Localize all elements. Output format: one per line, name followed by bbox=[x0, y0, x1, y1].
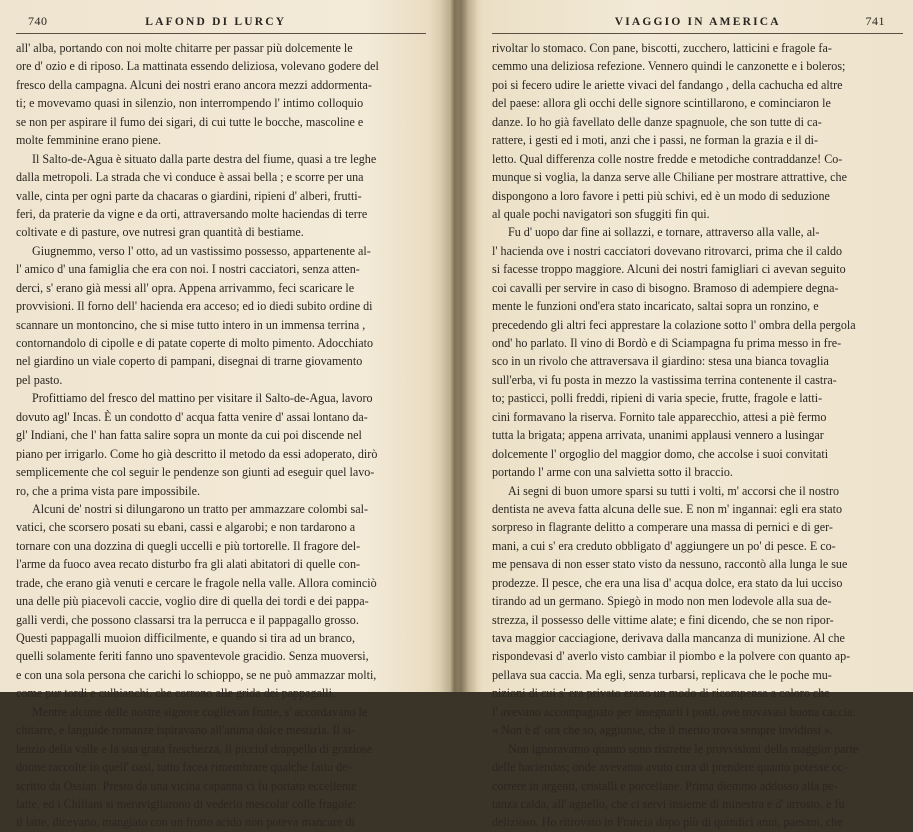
text-line: prodezze. Il pesce, che era una lisa d' acqua dolce, era stato da lui ucciso bbox=[492, 575, 843, 590]
text-line: valle, cinta per ogni parte da chacaras o giardini, ripieni d' alberi, frutti- bbox=[16, 188, 362, 203]
right-page-number: 741 bbox=[865, 14, 885, 28]
text-line: Giugnemmo, verso l' otto, ad un vastissimo possesso, appartenente al- bbox=[32, 243, 371, 258]
text-line: pel pasto. bbox=[16, 372, 63, 387]
text-line: cemmo una deliziosa refezione. Vennero quindi le canzonette e i boleros; bbox=[492, 59, 846, 74]
text-line: dentista ne aveva fatta alcuna delle sue. E non m' ingannai: egli era stato bbox=[492, 501, 843, 516]
text-line: chitarre, e languide romanze ispiravano all'anima dolce mestizia. Il si- bbox=[16, 723, 355, 738]
text-line: ti; e movevamo quasi in silenzio, non interrompendo l' intimo colloquio bbox=[16, 96, 364, 111]
text-line: rivoltar lo stomaco. Con pane, biscotti, zucchero, latticini e fragole fa- bbox=[492, 41, 832, 55]
left-page-number: 740 bbox=[28, 14, 48, 28]
text-line: si facesse troppo maggiore. Alcuni dei nostri famigliari ci avevan seguito bbox=[492, 262, 846, 277]
text-line: ro, che a prima vista pare impossibile. bbox=[16, 483, 201, 498]
text-line: contornandolo di cipolle e di patate coperte di molto pimento. Adocchiato bbox=[16, 336, 374, 350]
text-line: mente le funzioni ond'era stato incaricato, saltai sopra un ronzino, e bbox=[492, 299, 819, 314]
text-line: poi si fecero udire le ariette vivaci del fandango , della cachucha ed altre bbox=[492, 77, 843, 92]
text-line: provvisioni. Il forno dell' hacienda era acceso; ed io diedi subito ordine di bbox=[16, 299, 373, 314]
text-line: scritto da Ossian. Presto da una vicina capanna ci fu portato eccellente bbox=[16, 778, 357, 793]
text-line: delizioso. Ho ritrovato in Francia dopo più di quindici anni, paesani, che bbox=[492, 815, 843, 830]
text-line: dolcemente l' orgoglio del maggior domo, che accolse i suoi convitati bbox=[492, 446, 829, 461]
text-line: una delle più piacevoli caccie, voglio dire di quella dei tordi e dei pappa- bbox=[16, 594, 369, 609]
text-line: trade, che erano già venuti e cercare le fragole nella valle. Allora cominciò bbox=[16, 575, 377, 590]
text-line: al quale pochi navigatori son sfuggiti fin qui. bbox=[492, 206, 710, 221]
text-line: il latte, dicevano, mangiato con un frutto acido non poteva mancare di bbox=[16, 815, 355, 830]
text-line: lenzio della valle e la sua grata freschezza, il picciol drappello di graziose bbox=[16, 741, 373, 756]
text-line: donne raccolte in quell' oasi, tutto facea rimembrare qualche fatto de- bbox=[16, 760, 352, 775]
text-line: tirando ad un germano. Spiegò in modo non men lodevole alla sua de- bbox=[492, 594, 832, 609]
text-line: pellava sua caccia. Ma egli, senza turbarsi, replicava che le poche mu- bbox=[492, 667, 832, 682]
text-line: tanza calda, all' agnello, che ci servì insieme di minestra e d' arrosto, e fu bbox=[492, 796, 845, 811]
text-line: se non per aspirare il fumo dei sigari, di cui tutte le bocche, mascoline e bbox=[16, 114, 364, 129]
book-gutter bbox=[440, 0, 478, 692]
text-line: del paese: allora gli occhi delle signore scintillarono, e cominciaron le bbox=[492, 96, 831, 111]
text-line: coi cavalli per servire in caso di bisogno. Bramoso di adempiere degna- bbox=[492, 280, 839, 295]
text-line: letto. Qual differenza colle nostre fredde e metodiche contraddanze! Co- bbox=[492, 151, 843, 166]
text-line: gl' Indiani, che l' han fatta salire sopra un monte da cui poi discende nel bbox=[16, 428, 362, 443]
text-line: tornare con una dozzina di quegli uccelli e più tortorelle. Il fragore del- bbox=[16, 538, 361, 553]
text-line: feri, da praterie da vigne e da orti, attraversando molte haciendas di terre bbox=[16, 206, 368, 221]
right-page-header bbox=[492, 14, 903, 34]
text-line: rispondevasi d' averlo visto cambiar il piombo e la polvere con quanto ap- bbox=[492, 649, 851, 664]
text-line: tutta la brigata; appena arrivata, unanimi applausi vennero a lusingar bbox=[492, 428, 824, 443]
text-line: e con una sola persona che carichi lo schioppo, se ne può ammazzar molti, bbox=[16, 667, 377, 682]
text-line: l'arme da fuoco avea recato disturbo fra gli alati abitatori di quelle con- bbox=[16, 557, 361, 572]
text-line: nizioni di cui s' era privato erano un modo di ricompensa a coloro che bbox=[492, 686, 830, 701]
text-line: correre in argenti, cristalli e porcellane. Prima diemmo addosso alla pe- bbox=[492, 778, 838, 793]
right-page bbox=[478, 0, 913, 830]
text-line: dovuto agl' Incas. È un condotto d' acqua fatta venire d' assai lontano da- bbox=[16, 409, 368, 424]
text-line: Questi pappagalli muoion difficilmente, e quando si tira ad un branco, bbox=[16, 631, 355, 645]
text-line: precedendo gli altri feci apprestare la colazione sotto l' ombra della pergola bbox=[492, 317, 856, 332]
text-line: vatici, che scorsero posati su ebani, cassi e algarobi; e non tardarono a bbox=[16, 520, 356, 535]
text-line: danze. Io ho già favellato delle danze spagnuole, che son tutte di ca- bbox=[492, 114, 822, 129]
text-line: sco in un rivolo che attraversava il giardino: stesa una bianca tovaglia bbox=[492, 354, 829, 369]
text-line: Mentre alcune delle nostre signore coglievan frutte, s' accordavano le bbox=[32, 704, 368, 719]
text-line: « Non è d' ora che so, aggiunse, che il merito trova sempre invidiosi ». bbox=[492, 723, 834, 738]
text-line: coltivate e di pasture, ove nutresi gran quantità di bestiame. bbox=[16, 225, 304, 240]
text-line: cini formavano la riserva. Fornito tale apparecchio, attesi a piè fermo bbox=[492, 409, 827, 424]
text-line: ore d' ozio e di riposo. La mattinata essendo deliziosa, volevano godere del bbox=[16, 59, 379, 74]
text-line: Il Salto-de-Agua è situato dalla parte destra del fiume, quasi a tre leghe bbox=[32, 151, 377, 166]
text-line: come pur tordi e culbianchi, che corrono alle grida dei pappagalli. bbox=[16, 686, 336, 701]
text-line: Alcuni de' nostri si dilungarono un tratto per ammazzare colombi sal- bbox=[32, 501, 369, 516]
left-page bbox=[0, 0, 440, 830]
right-page-text bbox=[492, 39, 903, 832]
left-running-head: LAFOND DI LURCY bbox=[145, 16, 287, 28]
text-line: Profittiamo del fresco del mattino per visitare il Salto-de-Agua, lavoro bbox=[32, 391, 373, 406]
text-line: l' avevano accompagnato per insegnarli i posti, ove trovavasi buona caccia. bbox=[492, 704, 856, 719]
text-line: Fu d' uopo dar fine ai sollazzi, e tornare, attraverso alla valle, al- bbox=[508, 225, 820, 240]
text-line: latte, ed i Chiliani si meravigliarono di vederlo mescolar colle fragole: bbox=[16, 796, 357, 811]
text-line: Ai segni di buon umore sparsi su tutti i volti, m' accorsi che il nostro bbox=[508, 483, 840, 498]
text-line: fresco della campagna. Alcuni dei nostri erano ancora mezzi addormenta- bbox=[16, 77, 372, 92]
text-line: scannare un montoncino, che si mise tutto intero in un immensa terrina , bbox=[16, 317, 366, 332]
text-line: to; pasticci, polli freddi, ripieni di varia specie, frutte, fragole e latti- bbox=[492, 391, 823, 406]
text-line: galli verdi, che possono classarsi tra la perrucca e il pappagallo grosso. bbox=[16, 612, 359, 627]
text-line: molte femminine erano piene. bbox=[16, 133, 162, 148]
text-line: l' hacienda ove i nostri cacciatori dovevano ritrovarci, prima che il caldo bbox=[492, 243, 843, 258]
text-line: portando l' arme con una salvietta sotto il braccio. bbox=[492, 465, 733, 480]
text-line: nel giardino un viale coperto di pampani, disegnai di trarne giovamento bbox=[16, 354, 363, 369]
text-line: mani, a cui s' era creduto obbligato d' aggiungere un po' di pesce. E co- bbox=[492, 538, 836, 553]
text-line: l' amico d' una famiglia che era con noi. I nostri cacciatori, senza atten- bbox=[16, 262, 360, 277]
text-line: derci, s' erano già messi all' opra. Appena arrivammo, feci scaricare le bbox=[16, 280, 355, 295]
text-line: sull'erba, vi fu posta in mezzo la vastissima terrina contenente il castra- bbox=[492, 372, 837, 387]
text-line: piano per irrigarlo. Come ho già descritto il metodo da essi adoperato, dirò bbox=[16, 446, 378, 461]
text-line: munque si voglia, la danza serve alle Chiliane per mostrare attrattive, che bbox=[492, 170, 847, 185]
text-line: ond' ho parlato. Il vino di Bordò e di Sciampagna fu prima messo in fre- bbox=[492, 336, 842, 350]
text-line: Non ignoravamo quanto sono ristrette le provvisioni della maggior parte bbox=[508, 741, 859, 756]
text-line: rattere, i gesti ed i moti, anzi che i passi, ne forman la grazia e il di- bbox=[492, 133, 819, 148]
text-line: dalla metropoli. La strada che vi conduce è assai bella ; e scorre per una bbox=[16, 170, 364, 185]
left-page-header bbox=[16, 14, 426, 34]
right-running-head: VIAGGIO IN AMERICA bbox=[614, 16, 781, 28]
text-line: dispongono a loro favore i petti più schivi, ed è un modo di seduzione bbox=[492, 188, 830, 203]
text-line: all' alba, portando con noi molte chitarre per passar più dolcemente le bbox=[16, 41, 353, 55]
text-line: me pensava di non esser stato visto da nessuno, raccontò alla lunga le sue bbox=[492, 557, 848, 572]
text-line: delle haciendas; onde avevamo avuto cura di prendere quanto potesse oc- bbox=[492, 760, 848, 775]
left-page-text bbox=[16, 39, 426, 832]
text-line: quelli solamente feriti fanno uno spaventevole gracidio. Senza muoversi, bbox=[16, 649, 369, 664]
text-line: semplicemente che col seguir le pendenze son giunti ad eseguir quel lavo- bbox=[16, 465, 375, 480]
text-line: strezza, il possesso delle vittime alate; e fini dicendo, che se non ripor- bbox=[492, 612, 834, 627]
text-line: sorpreso in flagrante delitto a comperare una massa di pernici e di ger- bbox=[492, 520, 833, 535]
text-line: tava maggior cacciagione, derivava dalla mancanza di munizione. Al che bbox=[492, 631, 845, 645]
